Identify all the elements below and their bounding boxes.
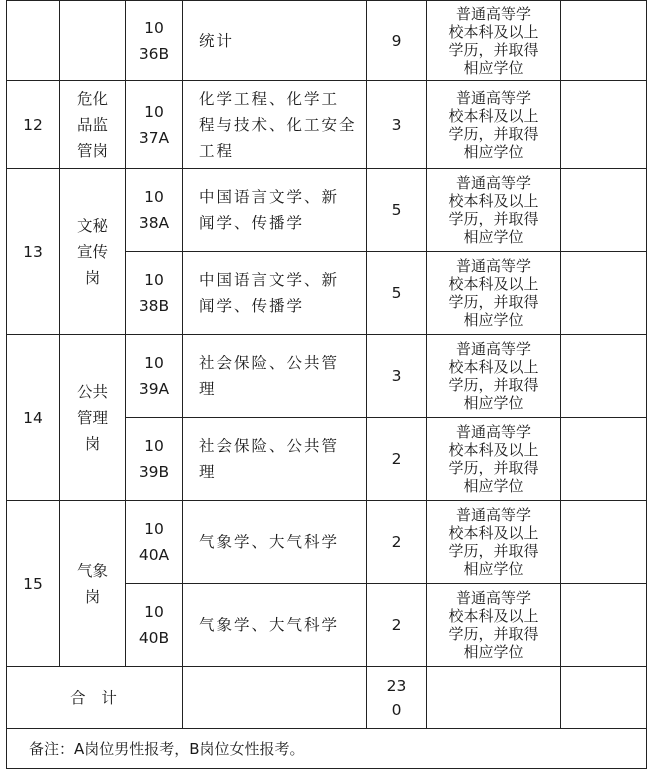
- education-cell: 普通高等学 校本科及以上 学历，并取得 相应学位: [427, 1, 561, 81]
- post-name-cell: 公共 管理 岗: [60, 335, 126, 501]
- headcount-cell: 9: [367, 1, 427, 81]
- post-code-cell: 10 36B: [126, 1, 183, 81]
- post-code-cell: 10 39B: [126, 418, 183, 501]
- education-cell: 普通高等学 校本科及以上 学历，并取得 相应学位: [427, 501, 561, 584]
- major-cell: 社会保险、公共管 理: [183, 418, 367, 501]
- headcount-cell: 2: [367, 418, 427, 501]
- serial-cell: 14: [7, 335, 60, 501]
- education-cell: 普通高等学 校本科及以上 学历，并取得 相应学位: [427, 335, 561, 418]
- major-cell: 化学工程、化学工 程与技术、化工安全 工程: [183, 81, 367, 169]
- post-code-cell: 10 40A: [126, 501, 183, 584]
- serial-cell: [7, 1, 60, 81]
- remark-cell: [561, 501, 647, 584]
- remark-cell: [561, 1, 647, 81]
- headcount-cell: 5: [367, 252, 427, 335]
- remark-cell: [561, 584, 647, 667]
- headcount-cell: 2: [367, 584, 427, 667]
- education-cell: 普通高等学 校本科及以上 学历，并取得 相应学位: [427, 252, 561, 335]
- education-cell: 普通高等学 校本科及以上 学历，并取得 相应学位: [427, 81, 561, 169]
- headcount-cell: 5: [367, 169, 427, 252]
- headcount-cell: 2: [367, 501, 427, 584]
- post-name-cell: 气象 岗: [60, 501, 126, 667]
- major-cell: 气象学、大气科学: [183, 584, 367, 667]
- major-cell: 气象学、大气科学: [183, 501, 367, 584]
- serial-cell: 12: [7, 81, 60, 169]
- total-row: [7, 667, 647, 729]
- post-code-cell: 10 40B: [126, 584, 183, 667]
- table-row: [7, 1, 647, 81]
- remark-cell: [561, 335, 647, 418]
- post-name-cell: [60, 1, 126, 81]
- table-row: [7, 169, 647, 252]
- footnote: 备注：A岗位男性报考，B岗位女性报考。: [7, 729, 647, 769]
- remark-cell: [561, 418, 647, 501]
- major-cell: 统计: [183, 1, 367, 81]
- remark-cell: [561, 169, 647, 252]
- remark-cell: [561, 252, 647, 335]
- total-blank-cell: [561, 667, 647, 729]
- headcount-cell: 3: [367, 81, 427, 169]
- major-cell: 中国语言文学、新 闻学、传播学: [183, 169, 367, 252]
- serial-cell: 15: [7, 501, 60, 667]
- recruitment-table: [6, 0, 647, 769]
- total-blank-cell: [183, 667, 367, 729]
- table-row: [7, 81, 647, 169]
- remark-cell: [561, 81, 647, 169]
- major-cell: 中国语言文学、新 闻学、传播学: [183, 252, 367, 335]
- post-code-cell: 10 38A: [126, 169, 183, 252]
- post-code-cell: 10 38B: [126, 252, 183, 335]
- headcount-cell: 3: [367, 335, 427, 418]
- post-code-cell: 10 37A: [126, 81, 183, 169]
- post-name-cell: 危化 品监 管岗: [60, 81, 126, 169]
- table-row: [7, 335, 647, 418]
- post-name-cell: 文秘 宣传 岗: [60, 169, 126, 335]
- total-label: 合 计: [7, 667, 183, 729]
- education-cell: 普通高等学 校本科及以上 学历，并取得 相应学位: [427, 169, 561, 252]
- major-cell: 社会保险、公共管 理: [183, 335, 367, 418]
- total-value: 23 0: [367, 667, 427, 729]
- note-row: [7, 729, 647, 769]
- education-cell: 普通高等学 校本科及以上 学历，并取得 相应学位: [427, 418, 561, 501]
- table-row: [7, 501, 647, 584]
- post-code-cell: 10 39A: [126, 335, 183, 418]
- education-cell: 普通高等学 校本科及以上 学历，并取得 相应学位: [427, 584, 561, 667]
- serial-cell: 13: [7, 169, 60, 335]
- total-blank-cell: [427, 667, 561, 729]
